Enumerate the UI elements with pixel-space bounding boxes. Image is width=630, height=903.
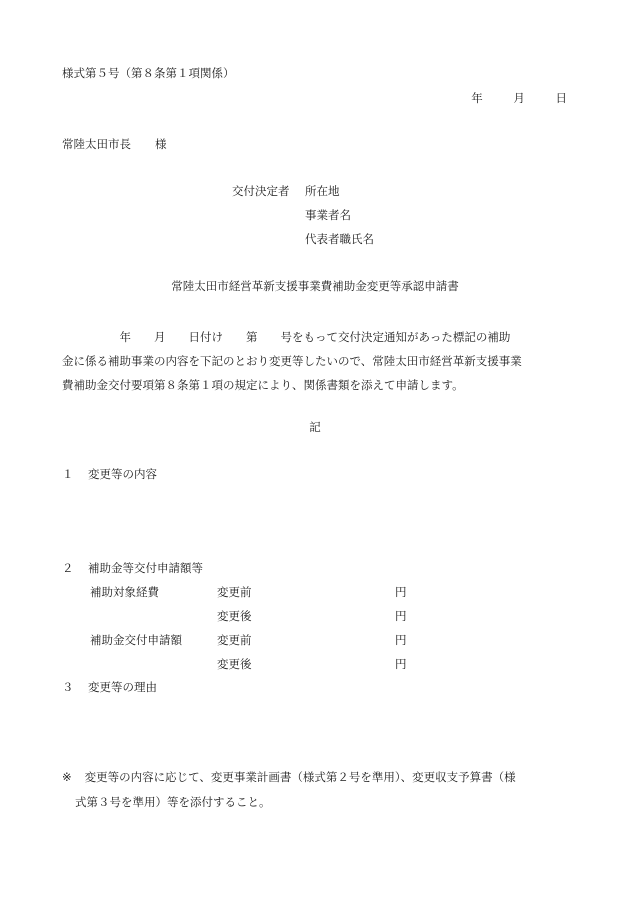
- subsidy-cost-after-label: 変更後: [217, 609, 252, 623]
- subsidy-cost-label: 補助対象経費: [90, 585, 159, 599]
- application-amount-label: 補助金交付申請額: [90, 633, 182, 647]
- section-3: [62, 681, 157, 695]
- form-number: 様式第５号（第８条第１項関係）: [62, 66, 235, 80]
- document-title: 常陸太田市経営革新支援事業費補助金変更等承認申請書: [171, 279, 459, 293]
- application-amount-before-label: 変更前: [217, 633, 252, 647]
- section-label: 変更等の内容: [88, 467, 157, 481]
- addressee-name: 常陸太田市長: [62, 137, 131, 151]
- yen-unit: 円: [395, 609, 407, 623]
- note-mark: ※: [62, 770, 72, 784]
- yen-unit: 円: [395, 585, 407, 599]
- applicant-address-label: 所在地: [305, 184, 340, 198]
- section-number: ３: [62, 680, 74, 694]
- ki-heading: 記: [309, 420, 321, 434]
- section-1: [62, 468, 157, 482]
- yen-unit: 円: [395, 633, 407, 647]
- section-2: [62, 562, 203, 576]
- date-month: 月: [513, 91, 525, 105]
- addressee: [62, 138, 167, 152]
- section-number: １: [62, 467, 74, 481]
- date-line: [444, 92, 567, 106]
- note: [62, 771, 516, 785]
- body-paragraph: [62, 325, 577, 397]
- section-label: 補助金等交付申請額等: [88, 561, 203, 575]
- applicant-label: 交付決定者: [232, 184, 290, 198]
- subsidy-cost-before-label: 変更前: [217, 585, 252, 599]
- addressee-title: 様: [155, 137, 167, 151]
- date-day: 日: [555, 91, 567, 105]
- applicant-business-name-label: 事業者名: [305, 208, 351, 222]
- application-amount-after-label: 変更後: [217, 657, 252, 671]
- section-number: ２: [62, 561, 74, 575]
- body-line: 費補助金交付要項第８条第１項の規定により、関係書類を添えて申請します。: [62, 378, 464, 392]
- body-line: 金に係る補助事業の内容を下記のとおり変更等したいので、常陸太田市経営革新支援事業: [62, 354, 522, 368]
- note-line: 変更等の内容に応じて、変更事業計画書（様式第２号を準用）、変更収支予算書（様: [84, 770, 516, 784]
- applicant-representative-label: 代表者職氏名: [305, 232, 374, 246]
- body-line: 年 月 日付け 第 号をもって交付決定通知があった標記の補助: [62, 330, 511, 344]
- date-year: 年: [471, 91, 483, 105]
- section-label: 変更等の理由: [88, 680, 157, 694]
- yen-unit: 円: [395, 657, 407, 671]
- note-line-continued: 式第３号を準用）等を添付すること。: [75, 795, 271, 809]
